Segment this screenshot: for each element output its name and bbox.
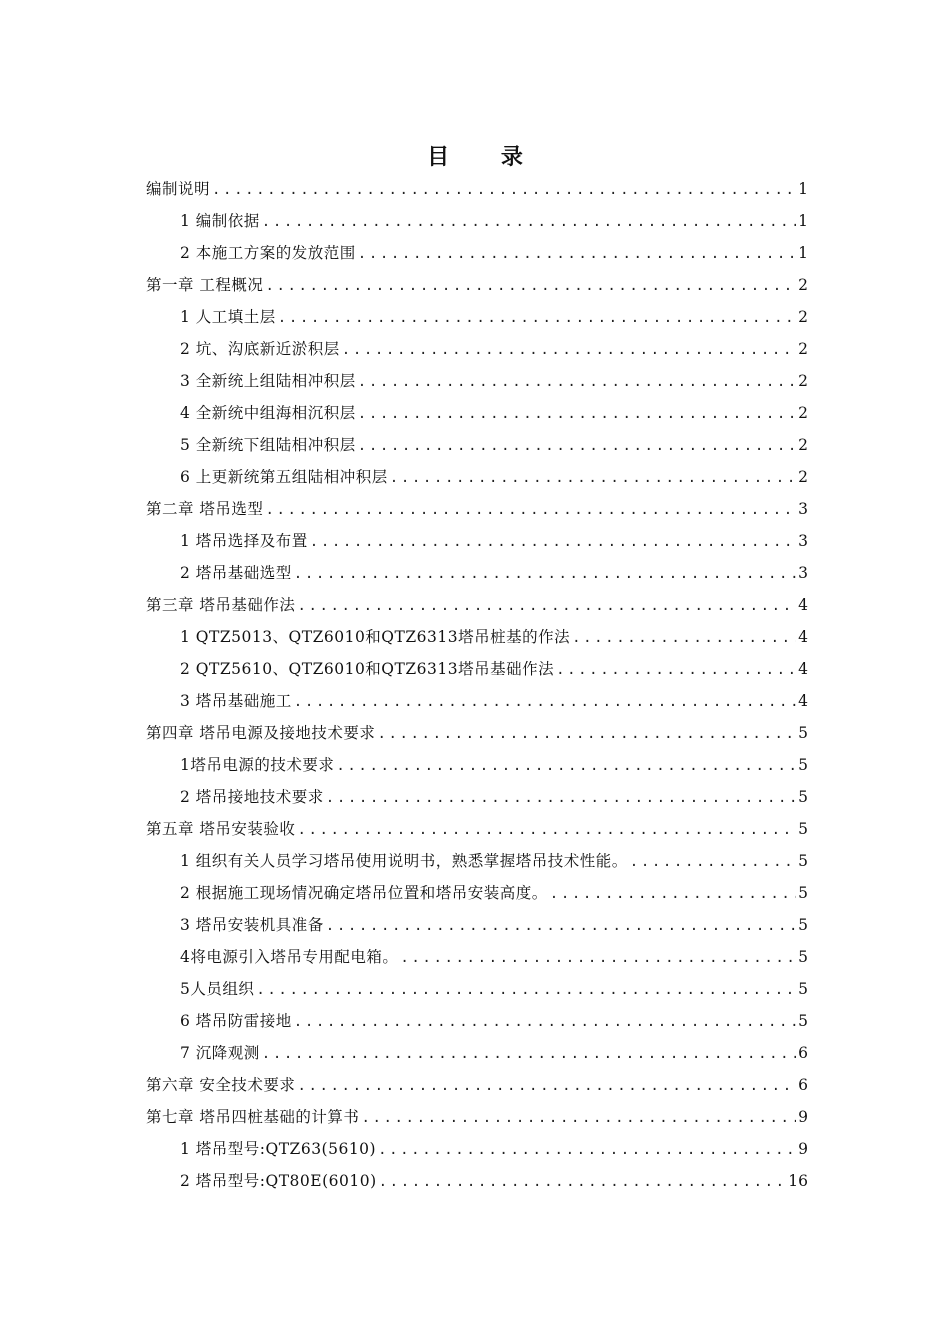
dot-leader — [297, 1070, 796, 1102]
toc-entry-label: 2 塔吊接地技术要求 — [180, 788, 324, 806]
toc-entry-label: 4 全新统中组海相沉积层 — [180, 404, 356, 422]
toc-section-entry[interactable] — [146, 909, 808, 941]
dot-leader — [550, 878, 796, 910]
dot-leader — [294, 686, 796, 718]
toc-page-number: 2 — [798, 468, 808, 486]
toc-entry-label: 第二章 塔吊选型 — [146, 500, 264, 518]
toc-entry-label: 1塔吊电源的技术要求 — [180, 756, 335, 774]
toc-page-number: 2 — [798, 276, 808, 294]
toc-section-entry[interactable] — [146, 333, 808, 365]
dot-leader — [400, 942, 796, 974]
dot-leader — [326, 782, 796, 814]
toc-entry-label: 第一章 工程概况 — [146, 276, 264, 294]
dot-leader — [390, 462, 796, 494]
toc-page-number: 2 — [798, 404, 808, 422]
toc-section-entry[interactable] — [146, 973, 808, 1005]
toc-page-number: 3 — [798, 564, 808, 582]
dot-leader — [278, 302, 796, 334]
dot-leader — [262, 1038, 796, 1070]
toc-section-entry[interactable] — [146, 845, 808, 877]
toc-entry-label: 1 人工填土层 — [180, 308, 276, 326]
dot-leader — [358, 238, 796, 270]
dot-leader — [556, 654, 796, 686]
dot-leader — [326, 910, 796, 942]
toc-page-number: 5 — [798, 884, 808, 902]
dot-leader — [342, 334, 796, 366]
toc-page-number: 5 — [798, 788, 808, 806]
toc-entry-label: 2 塔吊基础选型 — [180, 564, 292, 582]
toc-entry-label: 第三章 塔吊基础作法 — [146, 596, 296, 614]
toc-page-number: 5 — [798, 916, 808, 934]
toc-section-entry[interactable] — [146, 397, 808, 429]
toc-entry-label: 编制说明 — [146, 180, 211, 198]
toc-entry-label: 2 本施工方案的发放范围 — [180, 244, 356, 262]
toc-entry-label: 3 塔吊基础施工 — [180, 692, 292, 710]
toc-page-number: 5 — [798, 756, 808, 774]
toc-section-entry[interactable] — [146, 653, 808, 685]
toc-page-number: 9 — [798, 1140, 808, 1158]
toc-page-number: 4 — [798, 692, 808, 710]
toc-entry-label: 1 QTZ5013、QTZ6010和QTZ6313塔吊桩基的作法 — [180, 628, 571, 646]
toc-page-number: 5 — [798, 1012, 808, 1030]
toc-entry-label: 2 塔吊型号:QT80E(6010) — [180, 1172, 377, 1190]
toc-section-entry[interactable] — [146, 1005, 808, 1037]
toc-page-number: 2 — [798, 308, 808, 326]
toc-page-number: 5 — [798, 980, 808, 998]
toc-page-number: 3 — [798, 532, 808, 550]
toc-page-number: 16 — [788, 1172, 808, 1190]
dot-leader — [630, 846, 796, 878]
toc-entry-label: 第四章 塔吊电源及接地技术要求 — [146, 724, 376, 742]
toc-entry-label: 1 塔吊型号:QTZ63(5610) — [180, 1140, 377, 1158]
dot-leader — [572, 622, 796, 654]
toc-section-entry[interactable] — [146, 237, 808, 269]
toc-entry-label: 4将电源引入塔吊专用配电箱。 — [180, 948, 399, 966]
toc-section-entry[interactable] — [146, 1165, 808, 1197]
toc-page-number: 2 — [798, 436, 808, 454]
toc-section-entry[interactable] — [146, 685, 808, 717]
dot-leader — [358, 366, 796, 398]
toc-chapter-entry[interactable] — [146, 1101, 808, 1133]
toc-page-number: 1 — [798, 180, 808, 198]
toc-entry-label: 第七章 塔吊四桩基础的计算书 — [146, 1108, 360, 1126]
toc-title: 目 录 — [427, 145, 545, 170]
toc-section-entry[interactable] — [146, 365, 808, 397]
toc-entry-label: 2 QTZ5610、QTZ6010和QTZ6313塔吊基础作法 — [180, 660, 555, 678]
toc-page-number: 3 — [798, 500, 808, 518]
toc-chapter-entry[interactable] — [146, 493, 808, 525]
toc-section-entry[interactable] — [146, 781, 808, 813]
dot-leader — [379, 1166, 787, 1198]
toc-entry-label: 第五章 塔吊安装验收 — [146, 820, 296, 838]
toc-entry-label: 第六章 安全技术要求 — [146, 1076, 296, 1094]
toc-chapter-entry[interactable] — [146, 1069, 808, 1101]
dot-leader — [256, 974, 796, 1006]
toc-chapter-entry[interactable] — [146, 813, 808, 845]
toc-entry-label: 1 塔吊选择及布置 — [180, 532, 308, 550]
dot-leader — [378, 1134, 796, 1166]
toc-entry-label: 5 全新统下组陆相冲积层 — [180, 436, 356, 454]
dot-leader — [297, 590, 796, 622]
toc-entry-label: 1 组织有关人员学习塔吊使用说明书，熟悉掌握塔吊技术性能。 — [180, 852, 628, 870]
toc-page-number: 1 — [798, 244, 808, 262]
dot-leader — [265, 270, 796, 302]
dot-leader — [262, 206, 796, 238]
toc-chapter-entry[interactable] — [146, 173, 808, 205]
toc-entry-label: 3 塔吊安装机具准备 — [180, 916, 324, 934]
dot-leader — [361, 1102, 796, 1134]
dot-leader — [377, 718, 796, 750]
toc-page-number: 5 — [798, 724, 808, 742]
toc-page-number: 5 — [798, 948, 808, 966]
toc-entry-label: 5人员组织 — [180, 980, 255, 998]
toc-section-entry[interactable] — [146, 941, 808, 973]
dot-leader — [212, 174, 796, 206]
toc-entry-label: 3 全新统上组陆相冲积层 — [180, 372, 356, 390]
table-of-contents — [146, 173, 808, 1197]
dot-leader — [358, 398, 796, 430]
toc-page-number: 4 — [798, 660, 808, 678]
toc-section-entry[interactable] — [146, 1037, 808, 1069]
toc-section-entry[interactable] — [146, 525, 808, 557]
toc-section-entry[interactable] — [146, 1133, 808, 1165]
toc-page-number: 6 — [798, 1044, 808, 1062]
toc-entry-label: 2 根据施工现场情况确定塔吊位置和塔吊安装高度。 — [180, 884, 548, 902]
dot-leader — [265, 494, 796, 526]
toc-entry-label: 2 坑、沟底新近淤积层 — [180, 340, 340, 358]
dot-leader — [294, 558, 796, 590]
toc-chapter-entry[interactable] — [146, 717, 808, 749]
toc-page-number: 2 — [798, 372, 808, 390]
toc-page-number: 2 — [798, 340, 808, 358]
toc-section-entry[interactable] — [146, 621, 808, 653]
toc-section-entry[interactable] — [146, 461, 808, 493]
toc-page-number: 5 — [798, 820, 808, 838]
toc-chapter-entry[interactable] — [146, 589, 808, 621]
toc-chapter-entry[interactable] — [146, 269, 808, 301]
toc-section-entry[interactable] — [146, 301, 808, 333]
dot-leader — [336, 750, 796, 782]
toc-page-number: 6 — [798, 1076, 808, 1094]
toc-section-entry[interactable] — [146, 557, 808, 589]
toc-entry-label: 1 编制依据 — [180, 212, 260, 230]
toc-section-entry[interactable] — [146, 429, 808, 461]
toc-page-number: 5 — [798, 852, 808, 870]
toc-entry-label: 6 上更新统第五组陆相冲积层 — [180, 468, 388, 486]
toc-entry-label: 7 沉降观测 — [180, 1044, 260, 1062]
dot-leader — [310, 526, 796, 558]
toc-section-entry[interactable] — [146, 749, 808, 781]
toc-page-number: 4 — [798, 596, 808, 614]
dot-leader — [358, 430, 796, 462]
dot-leader — [294, 1006, 796, 1038]
toc-page-number: 4 — [798, 628, 808, 646]
toc-page-number: 1 — [798, 212, 808, 230]
toc-section-entry[interactable] — [146, 877, 808, 909]
toc-section-entry[interactable] — [146, 205, 808, 237]
toc-entry-label: 6 塔吊防雷接地 — [180, 1012, 292, 1030]
toc-page-number: 9 — [798, 1108, 808, 1126]
dot-leader — [297, 814, 796, 846]
